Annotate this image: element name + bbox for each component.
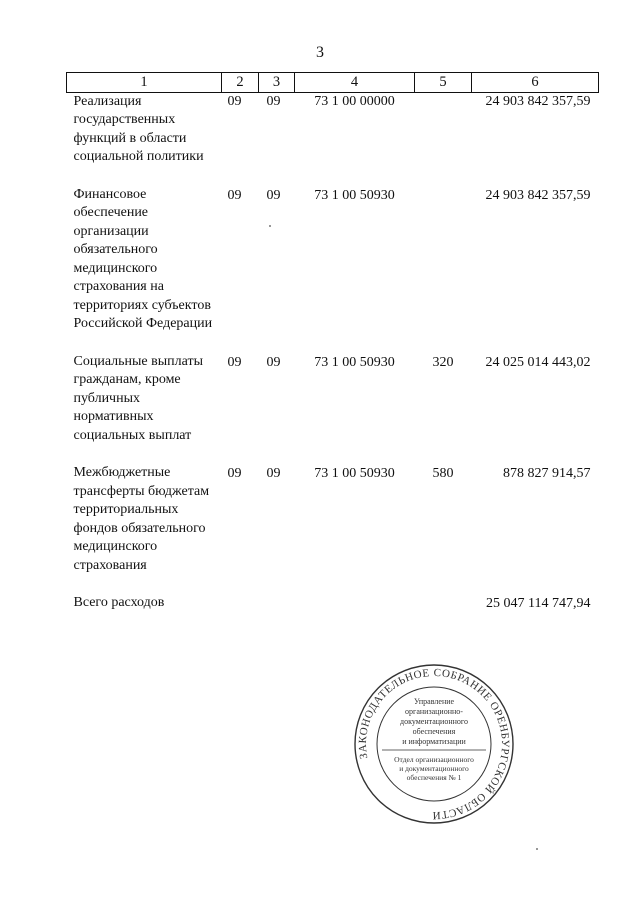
row-expense-type: [415, 186, 472, 334]
row-expense-type: [415, 92, 472, 167]
seal-line: обеспечения № 1: [406, 773, 462, 782]
row-subsection: 09: [266, 93, 281, 109]
column-header: 1: [67, 73, 222, 93]
row-name: Социальные выплаты гражданам, кроме публичных нормативных социальных выплат: [73, 353, 204, 443]
seal-line: и информатизации: [402, 737, 466, 746]
row-target-code: 73 1 00 50930: [314, 187, 395, 203]
row-name: Финансовое обеспечение организации обязательного медицинского страхования на территориях субъектов Российской Федерации: [73, 186, 213, 331]
row-expense-type: 320: [432, 354, 454, 370]
column-header: 3: [259, 73, 295, 93]
row-expense-type: 580: [432, 466, 454, 481]
row-section: 09: [227, 354, 242, 370]
scan-speck: [536, 848, 538, 850]
table-row: [67, 92, 599, 167]
row-amount: 24 025 014 443,02: [485, 354, 591, 370]
row-amount: 24 903 842 357,59: [485, 93, 591, 109]
table-row: [67, 186, 599, 334]
total-value: 25 047 114 747,94: [486, 596, 591, 611]
total-label: Всего расходов: [73, 595, 165, 610]
row-amount: 878 827 914,57: [503, 466, 591, 481]
total-row: [67, 594, 599, 614]
row-subsection: 09: [266, 187, 281, 203]
page-number: 3: [316, 44, 324, 61]
row-subsection: 09: [266, 466, 281, 481]
row-section: 09: [227, 466, 242, 481]
official-seal: [352, 662, 516, 826]
row-target-code: 73 1 00 50930: [314, 354, 395, 370]
column-header: 6: [472, 73, 599, 93]
table-row: [67, 464, 599, 575]
row-name: Реализация государственных функций в области социальной политики: [73, 93, 204, 164]
seal-line: документационного: [400, 717, 468, 726]
row-target-code: 73 1 00 50930: [314, 466, 395, 481]
column-header: 2: [222, 73, 259, 93]
row-subsection: 09: [266, 354, 281, 370]
row-section: 09: [227, 93, 242, 109]
column-header: 5: [415, 73, 472, 93]
row-section: 09: [227, 187, 242, 203]
row-amount: 24 903 842 357,59: [485, 187, 591, 203]
seal-line: организационно-: [405, 707, 463, 716]
seal-outer-text: ЗАКОНОДАТЕЛЬНОЕ СОБРАНИЕ ОРЕНБУРГСКОЙ ОБЛАСТИ: [356, 666, 512, 822]
seal-line: Управление: [413, 697, 455, 706]
table-row: [67, 353, 599, 446]
table-header-row: [67, 73, 599, 93]
seal-line: и документационного: [399, 764, 469, 773]
row-target-code: 73 1 00 00000: [314, 93, 395, 109]
budget-table: [66, 72, 599, 614]
column-header: 4: [295, 73, 415, 93]
scan-speck: [269, 225, 271, 227]
seal-line: Отдел организационного: [394, 755, 474, 764]
seal-line: обеспечения: [412, 727, 456, 736]
row-name: Межбюджетные трансферты бюджетам территориальных фондов обязательного медицинского страхования: [73, 465, 210, 573]
